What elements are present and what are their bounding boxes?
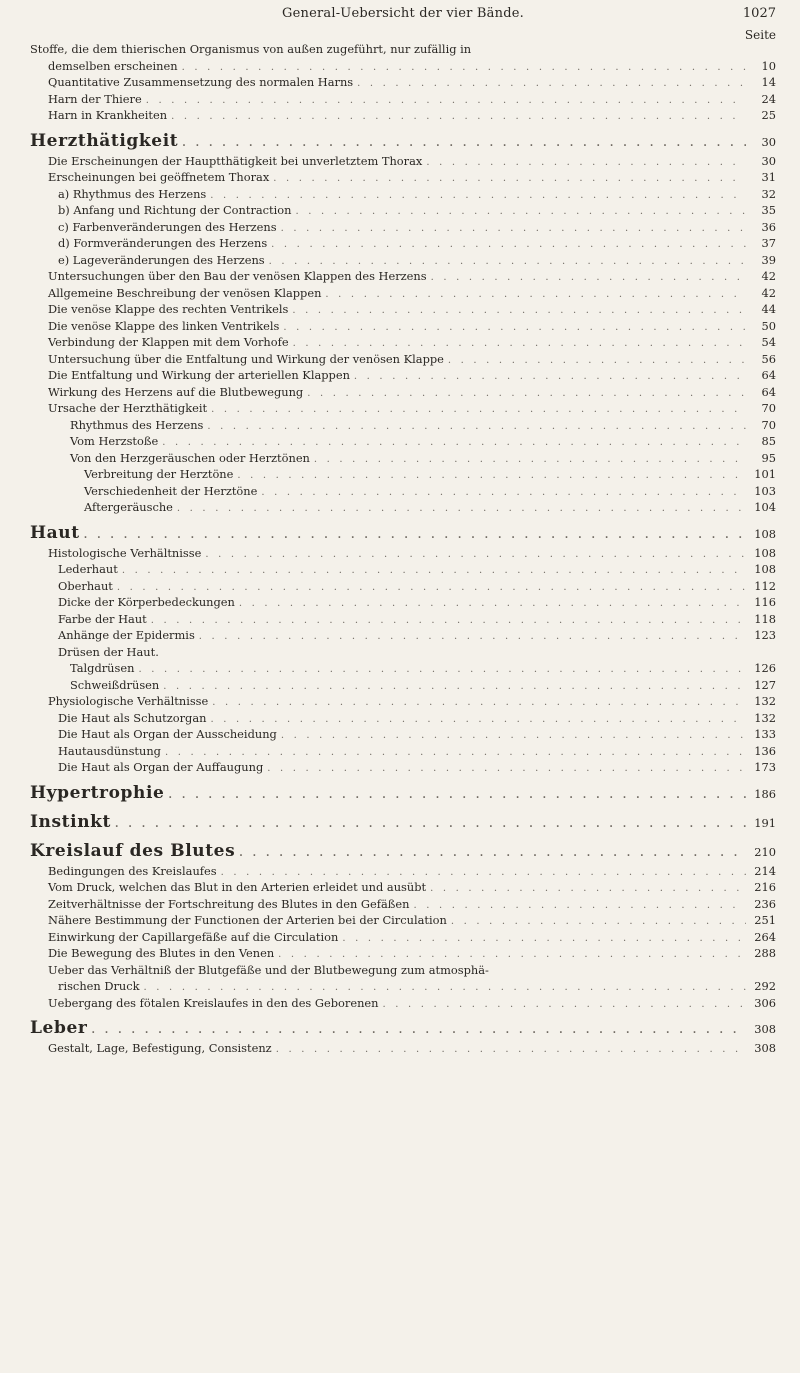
toc-entry-page: 85 xyxy=(761,434,776,448)
dot-leader xyxy=(210,714,746,725)
toc-entry xyxy=(30,352,776,369)
toc-entry xyxy=(30,401,776,418)
toc-entry xyxy=(30,319,776,336)
dot-leader xyxy=(144,982,746,993)
toc-entry-page: 25 xyxy=(761,108,776,122)
dot-leader xyxy=(84,530,746,541)
toc-entry-title: Hautausdünstung xyxy=(58,743,161,758)
toc-entry-title: Vom Herzstoße xyxy=(70,434,159,448)
toc-entry-page: 30 xyxy=(761,134,776,149)
toc-entry xyxy=(30,59,776,76)
toc-entry-page: 64 xyxy=(761,368,776,382)
toc-section-heading xyxy=(30,835,776,864)
toc-entry-title: Nähere Bestimmung der Functionen der Arterien bei der Circulation xyxy=(48,913,447,927)
toc-entry-title: Uebergang des fötalen Kreislaufes in den des Geborenen xyxy=(48,995,379,1010)
toc-entry-title: Die Erscheinungen der Hauptthätigkeit bei unverletztem Thorax xyxy=(48,153,423,168)
toc-entry-title: e) Lageveränderungen des Herzens xyxy=(58,252,265,267)
page-number: 1027 xyxy=(742,6,776,21)
toc-entry-title: Die Haut als Organ der Ausscheidung xyxy=(58,727,277,741)
toc-entry-title: d) Formveränderungen des Herzens xyxy=(58,236,268,250)
dot-leader xyxy=(448,355,746,366)
dot-leader xyxy=(117,582,746,593)
toc-section-heading xyxy=(30,517,776,546)
dot-leader xyxy=(168,790,746,801)
toc-entry-page: 56 xyxy=(761,351,776,366)
dot-leader xyxy=(115,819,746,830)
dot-leader xyxy=(431,272,746,283)
toc-entry-title: Farbe der Haut xyxy=(58,611,147,626)
toc-entry-title: Instinkt xyxy=(30,811,111,832)
toc-entry-title: Talgdrüsen xyxy=(70,661,135,675)
toc-entry-page: 236 xyxy=(754,896,776,911)
dot-leader xyxy=(151,615,746,626)
toc-entry-page: 112 xyxy=(754,578,776,593)
toc-entry-page: 32 xyxy=(761,186,776,201)
toc-entry-page: 36 xyxy=(761,219,776,234)
toc-entry-page: 70 xyxy=(761,401,776,415)
toc-entry xyxy=(30,913,776,930)
toc-entry-page: 44 xyxy=(761,302,776,316)
toc-entry xyxy=(30,385,776,402)
dot-leader xyxy=(451,916,746,927)
toc-entry xyxy=(30,418,776,435)
toc-entry-title: Harn der Thiere xyxy=(48,91,142,106)
toc-entry-title: b) Anfang und Richtung der Contraction xyxy=(58,203,292,217)
toc-entry xyxy=(30,711,776,728)
toc-entry xyxy=(30,253,776,270)
toc-entry-title: Die Bewegung des Blutes in den Venen xyxy=(48,946,275,960)
dot-leader xyxy=(278,949,746,960)
toc-entry-page: 214 xyxy=(754,863,776,878)
toc-entry-title: Untersuchungen über den Bau der venösen Klappen des Herzens xyxy=(48,269,427,283)
toc-entry-page: 118 xyxy=(754,611,776,626)
seite-column-label: Seite xyxy=(744,28,776,42)
dot-leader xyxy=(281,223,746,234)
toc-entry-page: 264 xyxy=(754,929,776,944)
toc-entry xyxy=(30,187,776,204)
dot-leader xyxy=(163,681,746,692)
toc-entry-page: 116 xyxy=(754,595,776,609)
toc-entry-page: 308 xyxy=(754,1041,776,1055)
toc-entry xyxy=(30,579,776,596)
toc-entry-page: 136 xyxy=(754,743,776,758)
toc-entry xyxy=(30,546,776,563)
dot-leader xyxy=(182,62,746,73)
toc-entry-page: 101 xyxy=(754,467,776,481)
toc-entry-title: Von den Herzgeräuschen oder Herztönen xyxy=(70,450,310,465)
toc-entry-page: 308 xyxy=(754,1022,776,1036)
dot-leader xyxy=(357,78,746,89)
toc-entry xyxy=(30,595,776,612)
toc-entry-title: Wirkung des Herzens auf die Blutbewegung xyxy=(48,384,304,399)
toc-entry-title: Allgemeine Beschreibung der venösen Klappen xyxy=(48,285,322,300)
toc-entry xyxy=(30,661,776,678)
dot-leader xyxy=(276,1044,746,1055)
book-page xyxy=(30,0,776,1373)
toc-entry-title: Bedingungen des Kreislaufes xyxy=(48,863,217,878)
toc-entry xyxy=(30,484,776,501)
toc-entry-title: Haut xyxy=(30,522,80,543)
dot-leader xyxy=(283,322,746,333)
toc-entry xyxy=(30,451,776,468)
dot-leader xyxy=(239,848,746,859)
toc-entry-title: Rhythmus des Herzens xyxy=(70,417,204,432)
toc-entry-page: 132 xyxy=(754,694,776,708)
dot-leader xyxy=(413,900,746,911)
toc-entry xyxy=(30,220,776,237)
toc-entry-title: c) Farbenveränderungen des Herzens xyxy=(58,219,277,234)
toc-entry xyxy=(30,154,776,171)
dot-leader xyxy=(271,239,746,250)
dot-leader xyxy=(146,95,746,106)
toc-entry-title: Einwirkung der Capillargefäße auf die Circulation xyxy=(48,929,339,944)
dot-leader xyxy=(314,454,746,465)
toc-entry xyxy=(30,286,776,303)
dot-leader xyxy=(354,371,746,382)
toc-entry xyxy=(30,467,776,484)
dot-leader xyxy=(207,421,746,432)
toc-entry xyxy=(30,744,776,761)
toc-entry-title: Histologische Verhältnisse xyxy=(48,545,202,560)
toc-entry-page: 108 xyxy=(754,545,776,560)
dot-leader xyxy=(177,503,746,514)
dot-leader xyxy=(239,598,746,609)
dot-leader xyxy=(237,470,746,481)
dot-leader xyxy=(165,747,746,758)
toc-entry-title: rischen Druck xyxy=(58,979,140,993)
dot-leader xyxy=(292,305,746,316)
toc-entry-page: 108 xyxy=(754,562,776,576)
toc-entry xyxy=(30,236,776,253)
toc-entry-title: Verbreitung der Herztöne xyxy=(84,467,234,481)
dot-leader xyxy=(221,867,746,878)
toc-entry xyxy=(30,1041,776,1058)
toc-section-heading xyxy=(30,1012,776,1041)
toc-entry-title: Ueber das Verhältniß der Blutgefäße und der Blutbewegung zum atmosphä- xyxy=(48,962,489,977)
toc-entry-page: 64 xyxy=(761,384,776,399)
toc-entry-title: Zeitverhältnisse der Fortschreitung des Blutes in den Gefäßen xyxy=(48,896,410,911)
toc-entry xyxy=(30,645,776,662)
dot-leader xyxy=(122,565,746,576)
toc-entry-page: 14 xyxy=(761,75,776,89)
toc-entry-title: Erscheinungen bei geöffnetem Thorax xyxy=(48,170,270,184)
toc-entry-title: Vom Druck, welchen das Blut in den Arterien erleidet und ausübt xyxy=(48,880,427,894)
toc-section-heading xyxy=(30,777,776,806)
dot-leader xyxy=(293,338,746,349)
toc-entry-page: 30 xyxy=(761,153,776,168)
toc-entry-title: Hypertrophie xyxy=(30,782,165,803)
toc-entry-title: Untersuchung über die Entfaltung und Wirkung der venösen Klappe xyxy=(48,351,444,366)
toc-entry-page: 127 xyxy=(754,677,776,692)
dot-leader xyxy=(325,289,746,300)
toc-entry xyxy=(30,760,776,777)
toc-entry xyxy=(30,500,776,517)
toc-entry xyxy=(30,694,776,711)
dot-leader xyxy=(210,190,746,201)
toc-entry-title: demselben erscheinen xyxy=(48,58,178,73)
toc-entry-page: 292 xyxy=(754,979,776,993)
toc-entry-page: 123 xyxy=(754,628,776,642)
dot-leader xyxy=(138,664,746,675)
toc-entry xyxy=(30,92,776,109)
toc-entry-page: 173 xyxy=(754,760,776,774)
toc-entry xyxy=(30,269,776,286)
toc-entry xyxy=(30,996,776,1013)
toc-entry-page: 24 xyxy=(761,91,776,106)
toc-entry xyxy=(30,368,776,385)
toc-entry-title: Drüsen der Haut. xyxy=(58,644,159,659)
toc-entry-page: 35 xyxy=(761,203,776,217)
toc-entry-title: Die Haut als Organ der Auffaugung xyxy=(58,760,264,774)
toc-entry-title: Verbindung der Klappen mit dem Vorhofe xyxy=(48,335,289,349)
dot-leader xyxy=(212,697,746,708)
toc-entry-page: 104 xyxy=(754,500,776,514)
dot-leader xyxy=(273,173,746,184)
toc-entry-page: 37 xyxy=(761,236,776,250)
toc-entry-page: 50 xyxy=(761,318,776,333)
toc-entry-title: Kreislauf des Blutes xyxy=(30,840,236,861)
toc-entry xyxy=(30,930,776,947)
toc-entry-title: Aftergeräusche xyxy=(84,500,173,514)
toc-entry-page: 103 xyxy=(754,483,776,498)
dot-leader xyxy=(182,138,746,149)
toc-entry-title: Harn in Krankheiten xyxy=(48,108,168,122)
running-head: General-Uebersicht der vier Bände. xyxy=(282,6,524,21)
toc-entry xyxy=(30,42,776,59)
dot-leader xyxy=(205,549,746,560)
toc-entry-page: 288 xyxy=(754,946,776,960)
toc-entry-page: 95 xyxy=(761,450,776,465)
toc-entry xyxy=(30,302,776,319)
toc-entry-page: 42 xyxy=(761,285,776,300)
toc-entry-page: 216 xyxy=(754,880,776,894)
toc-entry-title: Herzthätigkeit xyxy=(30,130,179,151)
toc-entry-page: 42 xyxy=(761,269,776,283)
dot-leader xyxy=(261,487,746,498)
dot-leader xyxy=(295,206,746,217)
toc-entry-title: Anhänge der Epidermis xyxy=(58,628,195,642)
toc-entry-page: 191 xyxy=(754,815,776,830)
toc-entry xyxy=(30,678,776,695)
dot-leader xyxy=(211,404,746,415)
toc-entry-title: Stoffe, die dem thierischen Organismus von außen zugeführt, nur zufällig in xyxy=(30,42,472,56)
dot-leader xyxy=(382,999,746,1010)
toc-entry xyxy=(30,979,776,996)
toc-entry xyxy=(30,864,776,881)
toc-entry xyxy=(30,203,776,220)
dot-leader xyxy=(430,883,746,894)
toc-entry xyxy=(30,628,776,645)
toc-entry-title: Dicke der Körperbedeckungen xyxy=(58,595,235,609)
toc-entry-page: 133 xyxy=(754,727,776,741)
toc-entry xyxy=(30,897,776,914)
toc-entry-page: 70 xyxy=(761,417,776,432)
toc-entry-page: 108 xyxy=(754,526,776,541)
toc-entry xyxy=(30,612,776,629)
toc-entry-page: 306 xyxy=(754,995,776,1010)
toc-entry xyxy=(30,880,776,897)
toc-entry-page: 251 xyxy=(754,913,776,927)
toc-entry-title: Quantitative Zusammensetzung des normalen Harns xyxy=(48,75,354,89)
dot-leader xyxy=(162,437,746,448)
dot-leader xyxy=(307,388,746,399)
toc-entry xyxy=(30,946,776,963)
toc-entry-title: Die Haut als Schutzorgan xyxy=(58,710,207,725)
toc-entry xyxy=(30,963,776,980)
toc-entry-title: Physiologische Verhältnisse xyxy=(48,694,209,708)
toc-entry-page: 31 xyxy=(761,170,776,184)
toc-entry-title: Ursache der Herzthätigkeit xyxy=(48,401,208,415)
toc-entry-title: Lederhaut xyxy=(58,562,118,576)
toc-entry-title: Leber xyxy=(30,1018,88,1038)
toc-entry-page: 132 xyxy=(754,710,776,725)
dot-leader xyxy=(281,730,746,741)
toc-entry-title: Gestalt, Lage, Befestigung, Consistenz xyxy=(48,1041,272,1055)
toc-entry-title: Die venöse Klappe des rechten Ventrikels xyxy=(48,302,289,316)
toc-entry-page: 39 xyxy=(761,252,776,267)
toc-entry-title: Die Entfaltung und Wirkung der arteriellen Klappen xyxy=(48,368,350,382)
toc-entry-page: 186 xyxy=(754,786,776,801)
toc-entry xyxy=(30,727,776,744)
toc-entry xyxy=(30,75,776,92)
toc-entry-title: Verschiedenheit der Herztöne xyxy=(84,483,258,498)
dot-leader xyxy=(91,1025,746,1036)
dot-leader xyxy=(171,111,746,122)
toc-entry-title: Schweißdrüsen xyxy=(70,677,160,692)
toc-entry xyxy=(30,108,776,125)
toc-entry xyxy=(30,434,776,451)
toc-entry-title: a) Rhythmus des Herzens xyxy=(58,186,207,201)
table-of-contents xyxy=(30,42,776,1058)
toc-entry-title: Oberhaut xyxy=(58,578,113,593)
toc-section-heading xyxy=(30,125,776,154)
toc-entry-page: 126 xyxy=(754,661,776,675)
toc-entry xyxy=(30,170,776,187)
toc-entry-page: 54 xyxy=(761,335,776,349)
toc-entry-title: Die venöse Klappe des linken Ventrikels xyxy=(48,318,280,333)
dot-leader xyxy=(199,631,746,642)
dot-leader xyxy=(269,256,746,267)
dot-leader xyxy=(342,933,746,944)
dot-leader xyxy=(426,157,746,168)
toc-entry xyxy=(30,562,776,579)
toc-entry xyxy=(30,335,776,352)
toc-entry-page: 210 xyxy=(754,844,776,859)
toc-section-heading xyxy=(30,806,776,835)
toc-entry-page: 10 xyxy=(761,58,776,73)
dot-leader xyxy=(267,763,746,774)
